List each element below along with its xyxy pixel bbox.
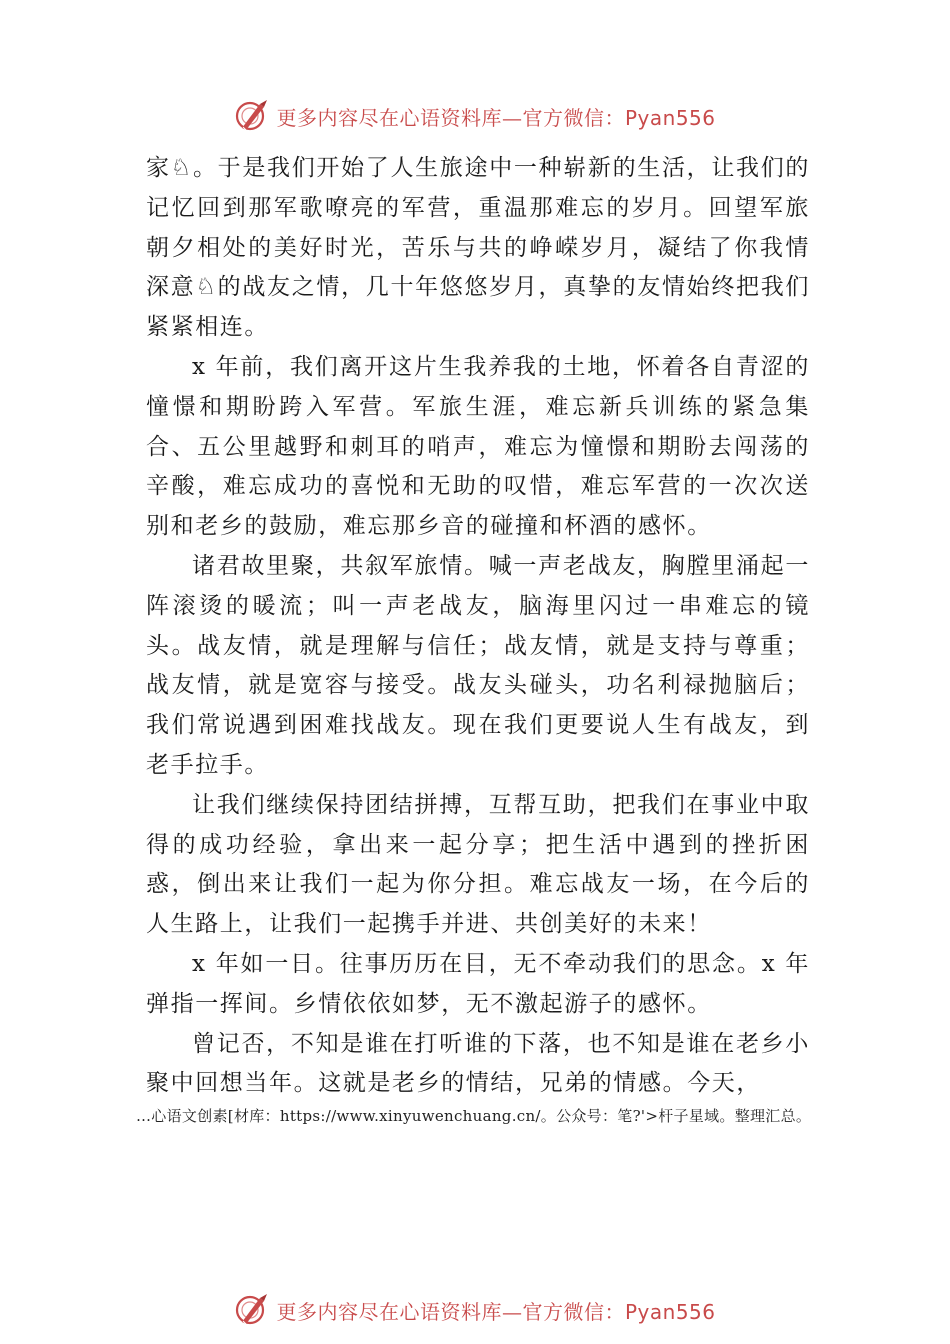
paragraph-6: 曾记否，不知是谁在打听谁的下落，也不知是谁在老乡小聚中回想当年。这就是老乡的情结，兄弟的情感。今天， <box>146 1030 810 1097</box>
document-body <box>146 149 810 1104</box>
quill-pen-seal-icon <box>234 1292 270 1328</box>
paragraph-4: 让我们继续保持团结拼搏，互帮互助，把我们在事业中取得的成功经验，拿出来一起分享；把生活中遇到的挫折困惑，倒出来让我们一起为你分担。难忘战友一场，在今后的人生路上，让我们一起携手并进、共创美好的未来！ <box>146 791 810 938</box>
header-watermark <box>0 96 950 136</box>
paragraph-5: x 年如一日。往事历历在目，无不牵动我们的思念。x 年弹指一挥间。乡情依依如梦，无不激起游子的感怀。 <box>146 950 810 1017</box>
watermark-text: 更多内容尽在心语资料库—官方微信：Pyan556 <box>276 105 716 130</box>
paragraph-1: 家♘。于是我们开始了人生旅途中一种崭新的生活，让我们的记忆回到那军歌嘹亮的军营，重温那难忘的岁月。回望军旅朝夕相处的美好时光，苦乐与共的峥嵘岁月，凝结了你我情深意♘的战友之情，几十年悠悠岁月，真挚的友情始终把我们紧紧相连。 <box>146 155 810 341</box>
footer-watermark <box>0 1290 950 1330</box>
watermark-text: 更多内容尽在心语资料库—官方微信：Pyan556 <box>276 1299 716 1324</box>
paragraph-3: 诸君故里聚，共叙军旅情。喊一声老战友，胸膛里涌起一阵滚烫的暖流；叫一声老战友，脑海里闪过一串难忘的镜头。战友情，就是理解与信任；战友情，就是支持与尊重； 战友情，就是宽容与接受。战友头碰头，功名利禄抛脑后； 我们常说遇到困难找战友。现在我们更要说人生有战友，到老手拉手。 <box>146 552 810 778</box>
source-footnote: …心语文创素[材库：https://www.xinyuwenchuang.cn/。公众号：笔?'>杆子星域。整理汇总。 <box>136 1107 812 1125</box>
paragraph-2: x 年前，我们离开这片生我养我的土地，怀着各自青涩的憧憬和期盼跨入军营。军旅生涯，难忘新兵训练的紧急集合、五公里越野和刺耳的哨声，难忘为憧憬和期盼去闯荡的辛酸，难忘成功的喜悦和无助的叹惜，难忘军营的一次次送别和老乡的鼓励，难忘那乡音的碰撞和杯酒的感怀。 <box>146 353 810 540</box>
quill-pen-seal-icon <box>234 98 270 134</box>
